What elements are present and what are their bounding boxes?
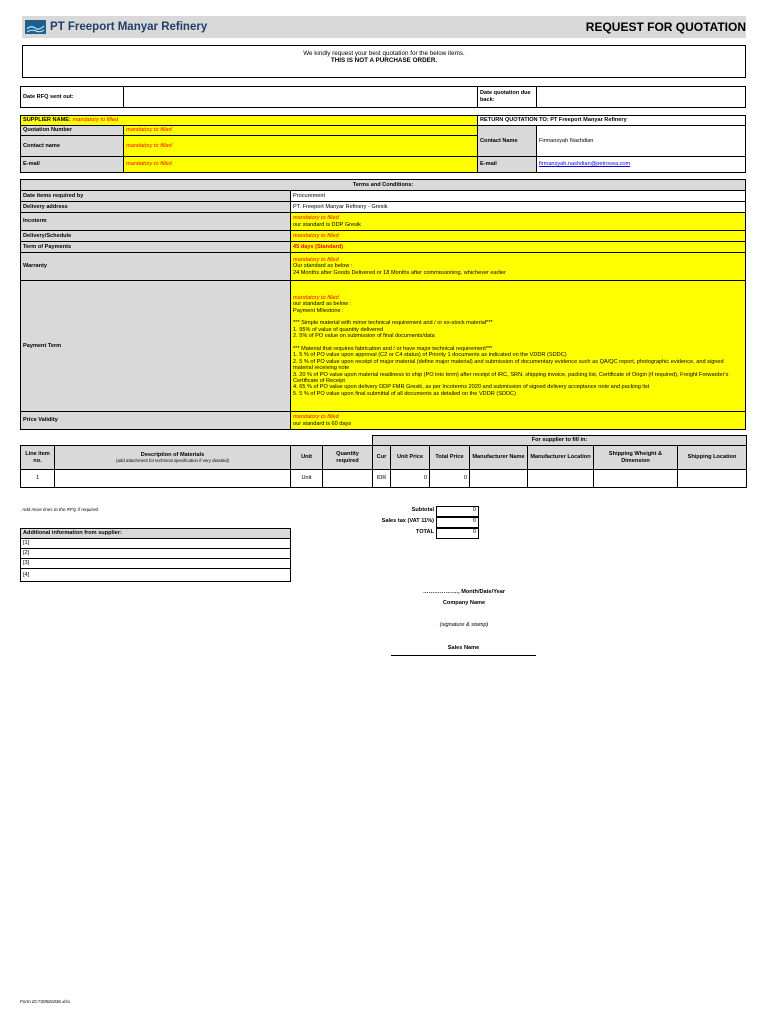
return-to-header: RETURN QUOTATION TO: PT Freeport Manyar Refinery: [477, 115, 746, 126]
terms-label-payment-term: Payment Term: [21, 281, 291, 412]
cell-currency[interactable]: IDR: [373, 470, 391, 488]
cell-shipping-location[interactable]: [678, 470, 747, 488]
col-manufacturer-location: Manufacturer Location: [528, 446, 594, 470]
additional-info-2[interactable]: [2]: [20, 548, 291, 559]
sales-tax-value: 0: [436, 517, 479, 528]
return-contact-value: Firmansyah Nashdian: [536, 125, 746, 157]
cell-manufacturer-name[interactable]: [470, 470, 528, 488]
due-date-label: Date quotation due back:: [477, 86, 537, 108]
signature-date-line: ………………., Month/Date/Year: [422, 589, 506, 595]
table-row: [21, 470, 747, 488]
terms-value-incoterm[interactable]: [291, 213, 746, 231]
cell-line[interactable]: 1: [21, 470, 55, 488]
terms-label-date-required: Date items required by: [21, 191, 291, 202]
contact-name-field[interactable]: mandatory to filled: [123, 135, 478, 157]
supplier-name-value: mandatory to filled: [72, 117, 119, 124]
intro-box: [22, 45, 746, 78]
terms-value-delivery-schedule[interactable]: mandatory to filled: [291, 231, 746, 242]
col-currency: Cur: [373, 446, 391, 470]
cell-unit[interactable]: Unit: [291, 470, 323, 488]
signature-sales-name: Sales Name: [447, 645, 480, 651]
warranty-standard: Our standard as below : 24 Months after Goods Delivered or 18 Months after commissioning, whichever earlier: [293, 263, 506, 276]
additional-info-header: Additional information from supplier:: [20, 528, 291, 539]
cell-description[interactable]: [55, 470, 291, 488]
terms-label-price-validity: Price Validity: [21, 412, 291, 430]
add-lines-note: Add more lines to the RFQ if required: [22, 507, 99, 512]
due-date-field[interactable]: [536, 86, 746, 108]
contact-name-label: Contact name: [20, 135, 124, 157]
additional-info-3[interactable]: [3]: [20, 558, 291, 569]
col-description: [55, 446, 291, 470]
terms-value-delivery-address[interactable]: PT. Freeport Manyar Refinery - Gresik: [291, 202, 746, 213]
return-contact-label: Contact Name: [477, 125, 537, 157]
col-unit-price: Unit Price: [391, 446, 430, 470]
terms-table: [20, 179, 746, 430]
terms-value-payment-term[interactable]: [291, 281, 746, 412]
supplier-fill-header: For supplier to fill in:: [373, 436, 747, 446]
signature-line: [391, 655, 536, 656]
company-name: PT Freeport Manyar Refinery: [50, 21, 208, 33]
cell-manufacturer-location[interactable]: [528, 470, 594, 488]
cell-quantity[interactable]: [323, 470, 373, 488]
col-shipping-location: Shipping Location: [678, 446, 747, 470]
incoterm-required: mandatory to filled: [293, 215, 339, 222]
terms-label-warranty: Warranty: [21, 253, 291, 281]
warranty-required: mandatory to filled: [293, 256, 339, 263]
total-value: 0: [436, 528, 479, 539]
terms-label-term-of-payments: Term of Payments: [21, 242, 291, 253]
intro-line-2: THIS IS NOT A PURCHASE ORDER.: [330, 57, 438, 65]
items-table: [20, 435, 747, 488]
supplier-email-field[interactable]: mandatory to filled: [123, 156, 478, 173]
price-validity-standard: our standard is 60 days: [293, 420, 352, 427]
terms-value-warranty[interactable]: [291, 253, 746, 281]
col-line-item: Line item no.: [21, 446, 55, 470]
document-title: REQUEST FOR QUOTATION: [585, 20, 746, 34]
payment-term-standard: our standard as below : Payment Milestone : *** Simple material with minor technical requirement and / or ex-stock material*** 1. 95% of value of quantity delivered 2. 5% of PO value on submission of final documents/data *** Material that requires fabrication and / or have major technical requirement*** 1. 5 % of PO value upon approval (C2 or C4 status) of Priority 1 documents as indicated on the VDDR (SDDC) 2. 5 % of PO value upon receipt of major material (define major material) and submission of documentary evidence such as QA/QC report, photographic evidence, and signed material receiving note 3. 20 % of PO value upon material readiness to ship (PO into term) after receipt of IRC, SRN, shipping invoice, packing list, Certificate of Origin (if required), Freight Forwarder's Certificate of Receipt 4. 65 % of PO value upon delivery DDP FMR Gresik, as per Incoterms 2020 and submission of signed delivery acceptance note and packing list 5. 5 % of PO value upon final submittal of all documents as detailed on the VDDR (SDDC): [293, 301, 729, 397]
col-quantity: Quantity required: [323, 446, 373, 470]
col-description-sub: (add attachment for technical specification if very detailed): [116, 458, 229, 464]
cell-total-price[interactable]: 0: [430, 470, 470, 488]
terms-title: Terms and Conditions:: [21, 180, 746, 191]
terms-label-delivery-address: Delivery address: [21, 202, 291, 213]
supplier-name-label: SUPPLIER NAME:: [23, 117, 71, 124]
col-total-price: Total Price: [430, 446, 470, 470]
col-shipping-weight: Shipping Wheight & Dimension: [594, 446, 678, 470]
rfq-sent-label: Date RFQ sent out:: [20, 86, 124, 108]
terms-value-price-validity[interactable]: [291, 412, 746, 430]
intro-line-1: We kindly request your best quotation for the below items.: [303, 50, 465, 57]
form-id: Form ID:740581836.xlsx: [20, 999, 71, 1004]
incoterm-standard: our standard is DDP Gresik: [293, 221, 361, 228]
return-email-value[interactable]: [536, 156, 746, 173]
terms-label-delivery-schedule: Delivery/Schedule: [21, 231, 291, 242]
col-unit: Unit: [291, 446, 323, 470]
rfq-sent-field[interactable]: [123, 86, 478, 108]
signature-stamp-note: (signature & stamp): [439, 622, 489, 628]
quotation-number-label: Quotation Number: [20, 125, 124, 136]
return-email-label: E-mail: [477, 156, 537, 173]
subtotal-label: Subtotal: [411, 507, 434, 513]
payment-term-required: mandatory to filled: [293, 294, 339, 301]
cell-unit-price[interactable]: 0: [391, 470, 430, 488]
signature-company-name: Company Name: [442, 600, 486, 606]
subtotal-value: 0: [436, 506, 479, 517]
supplier-email-label: E-mail: [20, 156, 124, 173]
sales-tax-label: Sales tax (VAT 11%): [381, 518, 434, 524]
col-description-title: Description of Materials: [140, 451, 205, 458]
additional-info-4[interactable]: [4]: [20, 568, 291, 582]
quotation-number-field[interactable]: mandatory to filled: [123, 125, 478, 136]
terms-label-incoterm: Incoterm: [21, 213, 291, 231]
company-logo-icon: [25, 20, 46, 34]
price-validity-required: mandatory to filled: [293, 414, 339, 421]
return-email-link[interactable]: firmansyah.nashdian@petrosea.com: [539, 161, 631, 168]
col-manufacturer-name: Manufacturer Name: [470, 446, 528, 470]
additional-info-1[interactable]: [1]: [20, 538, 291, 549]
total-label: TOTAL: [415, 529, 434, 535]
terms-value-term-of-payments[interactable]: 45 days (Standard): [291, 242, 746, 253]
cell-shipping-weight[interactable]: [594, 470, 678, 488]
terms-value-date-required[interactable]: Procurement: [291, 191, 746, 202]
